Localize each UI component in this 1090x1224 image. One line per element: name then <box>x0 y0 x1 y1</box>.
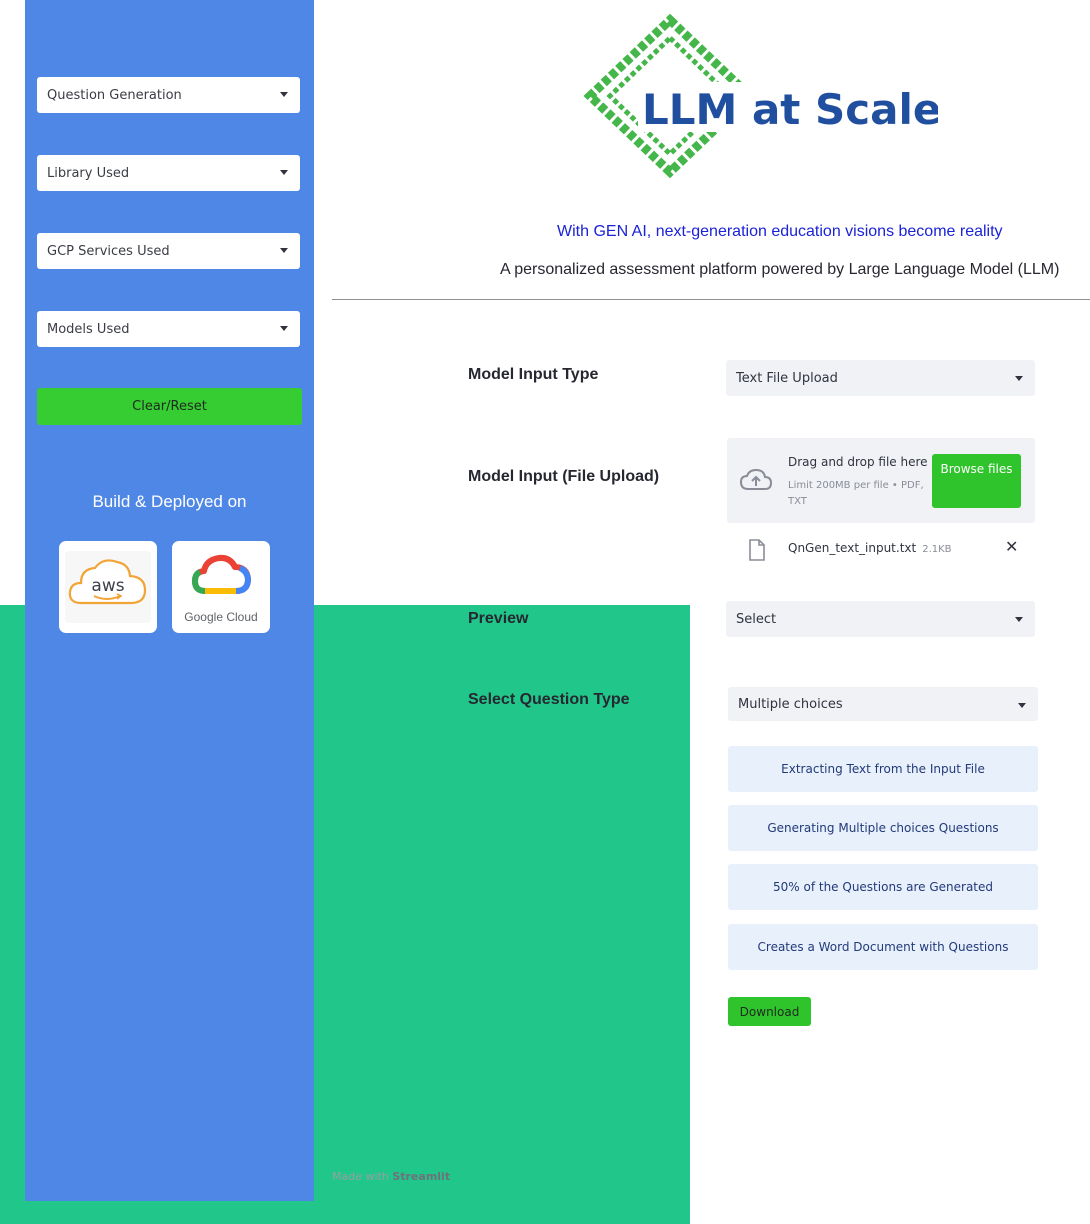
app-mode-select-value: Question Generation <box>47 87 182 103</box>
question-type-select[interactable] <box>728 687 1038 721</box>
preview-select-value: Select <box>736 611 777 627</box>
tagline: With GEN AI, next-generation education visions become reality <box>557 223 1003 240</box>
model-input-type-select[interactable] <box>726 360 1035 396</box>
chevron-down-icon <box>1015 376 1023 381</box>
chevron-down-icon <box>280 92 288 97</box>
uploaded-file <box>727 533 1035 565</box>
gcp-services-select-value: GCP Services Used <box>47 243 170 259</box>
divider <box>332 299 1090 300</box>
model-input-type-label: Model Input Type <box>468 366 599 383</box>
file-name: QnGen_text_input.txt <box>788 541 917 555</box>
cloud-upload-icon <box>739 468 773 492</box>
status-message: Extracting Text from the Input File <box>728 746 1038 792</box>
dropzone-limit: Limit 200MB per file • PDF, TXT <box>788 480 924 507</box>
library-used-select[interactable] <box>37 155 300 191</box>
file-icon <box>748 539 766 561</box>
status-message: Creates a Word Document with Questions <box>728 924 1038 970</box>
download-button[interactable]: Download <box>728 997 811 1026</box>
google-cloud-icon <box>172 541 270 607</box>
clear-reset-button[interactable]: Clear/Reset <box>37 388 302 425</box>
preview-select[interactable] <box>726 601 1035 637</box>
preview-label: Preview <box>468 610 529 627</box>
footer <box>332 1170 450 1183</box>
model-input-upload-label: Model Input (File Upload) <box>468 468 660 485</box>
file-dropzone[interactable] <box>727 438 1035 523</box>
status-message: Generating Multiple choices Questions <box>728 805 1038 851</box>
file-size: 2.1KB <box>922 544 952 555</box>
browse-files-button[interactable]: Browse files <box>932 454 1021 508</box>
sidebar <box>25 0 314 1201</box>
llm-at-scale-logo <box>578 12 938 180</box>
page-subtitle: A personalized assessment platform powered by Large Language Model (LLM) <box>500 261 1060 278</box>
aws-cloud-icon <box>59 541 157 633</box>
chevron-down-icon <box>280 248 288 253</box>
footer-prefix: Made with <box>332 1170 389 1183</box>
model-input-type-value: Text File Upload <box>736 370 838 386</box>
dropzone-instructions: Drag and drop file here <box>788 455 928 469</box>
chevron-down-icon <box>280 326 288 331</box>
chevron-down-icon <box>1018 703 1026 708</box>
build-deployed-title: Build & Deployed on <box>92 492 247 511</box>
question-type-label: Select Question Type <box>468 691 630 708</box>
chevron-down-icon <box>1015 617 1023 622</box>
aws-logo <box>59 541 157 633</box>
logo-wordmark: LLM at Scale <box>642 85 938 134</box>
footer-brand-link[interactable]: Streamlit <box>392 1170 451 1183</box>
close-icon[interactable]: ✕ <box>1005 537 1019 556</box>
models-used-select[interactable] <box>37 311 300 347</box>
library-used-select-value: Library Used <box>47 165 130 181</box>
aws-wordmark: aws <box>91 576 125 596</box>
models-used-select-value: Models Used <box>47 321 130 337</box>
gcp-services-select[interactable] <box>37 233 300 269</box>
diamond-logo-icon <box>578 12 938 180</box>
status-message: 50% of the Questions are Generated <box>728 864 1038 910</box>
question-type-select-value: Multiple choices <box>738 696 843 712</box>
google-cloud-label: Google Cloud <box>184 610 258 624</box>
app-mode-select[interactable] <box>37 77 300 113</box>
chevron-down-icon <box>280 170 288 175</box>
google-cloud-logo <box>172 541 270 633</box>
